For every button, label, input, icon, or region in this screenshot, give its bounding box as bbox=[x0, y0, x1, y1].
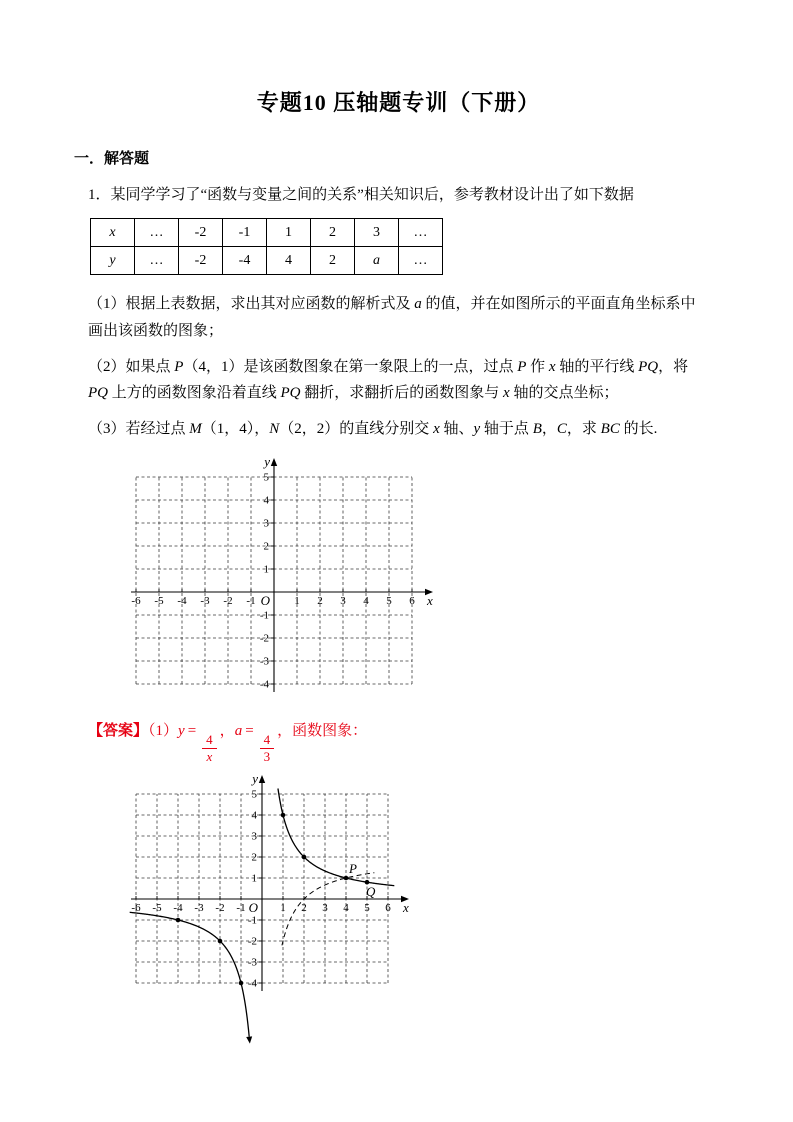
text-run: （2）如果点 bbox=[88, 358, 175, 375]
x-tick-label: 2 bbox=[317, 594, 323, 607]
math-variable: a bbox=[414, 296, 422, 313]
math-variable: PQ bbox=[638, 358, 659, 375]
point bbox=[281, 813, 286, 818]
y-tick-label: -3 bbox=[259, 655, 269, 667]
point-label-P: P bbox=[348, 861, 357, 877]
y-tick-label: 5 bbox=[263, 471, 269, 483]
x-tick-label: 3 bbox=[322, 902, 328, 915]
text-run: （1，4）， bbox=[201, 421, 270, 438]
y-tick-label: -2 bbox=[259, 632, 269, 644]
figure-blank-grid bbox=[96, 453, 709, 709]
x-tick-label: -4 bbox=[173, 902, 183, 915]
x-tick-label: -3 bbox=[200, 594, 210, 607]
origin-label: O bbox=[260, 592, 270, 608]
problem-part-3 bbox=[88, 416, 709, 442]
table-row-x bbox=[91, 219, 443, 247]
fraction-numerator: 4 bbox=[260, 733, 275, 749]
math-variable: y bbox=[473, 421, 481, 438]
y-tick-label: 1 bbox=[251, 872, 258, 885]
point-label-Q: Q bbox=[365, 884, 376, 900]
text-run: ，将 bbox=[658, 358, 689, 375]
table-cell: y bbox=[91, 247, 135, 275]
y-tick-label: 4 bbox=[251, 809, 258, 822]
y-tick-label: -4 bbox=[259, 678, 269, 690]
y-axis-arrow bbox=[259, 775, 265, 783]
text-run: ，求 bbox=[566, 421, 601, 438]
y-tick-label: 3 bbox=[251, 830, 258, 843]
y-tick-label: 1 bbox=[263, 563, 269, 575]
table-cell: -2 bbox=[179, 219, 223, 247]
table-cell: x bbox=[91, 219, 135, 247]
text-run: （4，1）是该函数图象在第一象限上的一点，过点 bbox=[183, 358, 518, 375]
y-axis-label: y bbox=[264, 453, 270, 469]
math-variable: C bbox=[556, 421, 567, 438]
hyperbola-graph-svg bbox=[96, 770, 422, 1058]
table-cell: a bbox=[355, 247, 399, 275]
curve-branch-negative bbox=[130, 912, 249, 1036]
text-run: （1）根据上表数据，求出其对应函数的解析式及 bbox=[88, 296, 415, 313]
x-axis-label: x bbox=[402, 900, 409, 916]
point bbox=[176, 918, 181, 923]
x-tick-label: -2 bbox=[215, 902, 225, 915]
x-tick-label: -4 bbox=[177, 594, 187, 607]
table-cell: -1 bbox=[223, 219, 267, 247]
point bbox=[239, 981, 244, 986]
x-tick-label: 4 bbox=[363, 594, 369, 607]
text-run: ， bbox=[541, 421, 557, 438]
origin-label: O bbox=[248, 900, 259, 916]
x-tick-label: -5 bbox=[152, 902, 162, 915]
x-tick-label: -5 bbox=[154, 594, 164, 607]
x-tick-label: 1 bbox=[294, 594, 300, 607]
table-cell: 2 bbox=[311, 247, 355, 275]
answer-line bbox=[88, 719, 709, 765]
answer-tail: ，函数图象： bbox=[277, 722, 368, 739]
problem-intro bbox=[88, 182, 709, 208]
math-variable: N bbox=[269, 421, 280, 438]
blank-coordinate-grid-svg bbox=[96, 453, 446, 704]
math-variable: PQ bbox=[88, 385, 108, 401]
table-cell: … bbox=[399, 219, 443, 247]
text-run: 轴的交点坐标； bbox=[509, 385, 619, 401]
section-heading: 一．解答题 bbox=[74, 151, 150, 167]
curve-branch-positive bbox=[278, 789, 394, 886]
table-cell: -2 bbox=[179, 247, 223, 275]
text-run: 翻折，求翻折后的函数图象与 bbox=[300, 385, 504, 401]
table-cell: … bbox=[135, 247, 179, 275]
x-tick-label: 5 bbox=[386, 594, 392, 607]
y-tick-label: 2 bbox=[263, 540, 269, 552]
fraction-denominator: 3 bbox=[263, 748, 271, 764]
y-tick-label: 5 bbox=[251, 788, 258, 801]
y-tick-label: -2 bbox=[247, 935, 258, 948]
fraction-numerator: 4 bbox=[202, 733, 217, 749]
y-tick-label: 2 bbox=[251, 851, 258, 864]
text-run: 轴的平行线 bbox=[555, 358, 639, 375]
text-run: （2，2）的直线分别交 bbox=[279, 421, 434, 438]
math-variable: P bbox=[517, 358, 527, 375]
problem-number: 1． bbox=[88, 187, 111, 203]
x-tick-label: 4 bbox=[343, 902, 349, 915]
y-tick-label: -3 bbox=[247, 956, 258, 969]
problem-part-2 bbox=[88, 354, 709, 407]
math-variable: x bbox=[548, 358, 556, 375]
point bbox=[302, 855, 307, 860]
page-title: 专题10 压轴题专训（下册） bbox=[256, 90, 541, 115]
math-variable: B bbox=[532, 421, 542, 438]
y-tick-label: 3 bbox=[263, 517, 269, 529]
table-cell: 3 bbox=[355, 219, 399, 247]
answer-var-a: a bbox=[234, 722, 243, 739]
table-cell: 4 bbox=[267, 247, 311, 275]
math-variable: x bbox=[503, 385, 510, 401]
x-tick-label: -1 bbox=[246, 594, 256, 607]
x-tick-label: 1 bbox=[280, 902, 286, 915]
figure-hyperbola-graph bbox=[96, 770, 709, 1063]
math-variable: P bbox=[174, 358, 184, 375]
table-cell: … bbox=[135, 219, 179, 247]
answer-label: 【答案】 bbox=[88, 722, 149, 739]
text-run: （3）若经过点 bbox=[88, 421, 190, 438]
table-cell: 2 bbox=[311, 219, 355, 247]
text-run: 作 bbox=[526, 358, 549, 375]
text-run: 上方的函数图象沿着直线 bbox=[108, 385, 281, 401]
text-run: 的值，并在如图所示的平面直角坐标系中画出该函数的图象； bbox=[88, 296, 696, 339]
answer-var-y: y bbox=[178, 722, 185, 739]
y-tick-label: -1 bbox=[247, 914, 258, 927]
y-tick-label: -4 bbox=[247, 977, 258, 990]
fraction-denominator: x bbox=[206, 748, 213, 764]
x-tick-label: 6 bbox=[409, 594, 415, 607]
curve-arrow bbox=[246, 1036, 252, 1043]
x-tick-label: -3 bbox=[194, 902, 204, 915]
text-run: 轴于点 bbox=[480, 421, 533, 438]
answer-comma: ， bbox=[219, 722, 235, 739]
curve-reflected-curve bbox=[282, 873, 374, 946]
y-tick-label: 4 bbox=[263, 494, 269, 506]
x-tick-label: -6 bbox=[131, 902, 141, 915]
y-axis-arrow bbox=[271, 458, 277, 466]
math-variable: BC bbox=[600, 421, 620, 438]
problem-intro-text: 某同学学习了“函数与变量之间的关系”相关知识后，参考教材设计出了如下数据 bbox=[110, 187, 634, 203]
y-axis-label: y bbox=[252, 771, 259, 787]
x-tick-label: 2 bbox=[301, 902, 307, 915]
fraction-4-over-x bbox=[202, 733, 217, 765]
problem-part-1 bbox=[88, 291, 709, 344]
x-tick-label: 5 bbox=[364, 902, 370, 915]
point-P bbox=[344, 876, 349, 881]
table-row-y bbox=[91, 247, 443, 275]
text-run: 的长. bbox=[619, 421, 658, 438]
x-tick-label: 3 bbox=[340, 594, 346, 607]
math-variable: PQ bbox=[280, 385, 301, 401]
answer-equals-1: = bbox=[187, 722, 197, 739]
table-cell: 1 bbox=[267, 219, 311, 247]
text-run: 轴、 bbox=[439, 421, 474, 438]
y-tick-label: -1 bbox=[259, 609, 269, 621]
answer-equals-2: = bbox=[245, 722, 254, 739]
x-tick-label: 6 bbox=[385, 902, 391, 915]
x-tick-label: -2 bbox=[223, 594, 233, 607]
problem-parts bbox=[88, 291, 709, 442]
math-variable: M bbox=[189, 421, 202, 438]
x-axis-label: x bbox=[427, 592, 433, 608]
math-variable: x bbox=[433, 421, 440, 438]
xy-value-table bbox=[90, 218, 443, 275]
fraction-4-over-3 bbox=[260, 733, 275, 765]
answer-part-number: （1） bbox=[148, 722, 179, 739]
table-cell: … bbox=[399, 247, 443, 275]
x-tick-label: -1 bbox=[236, 902, 246, 915]
point bbox=[218, 939, 223, 944]
table-cell: -4 bbox=[223, 247, 267, 275]
x-tick-label: -6 bbox=[131, 594, 141, 607]
